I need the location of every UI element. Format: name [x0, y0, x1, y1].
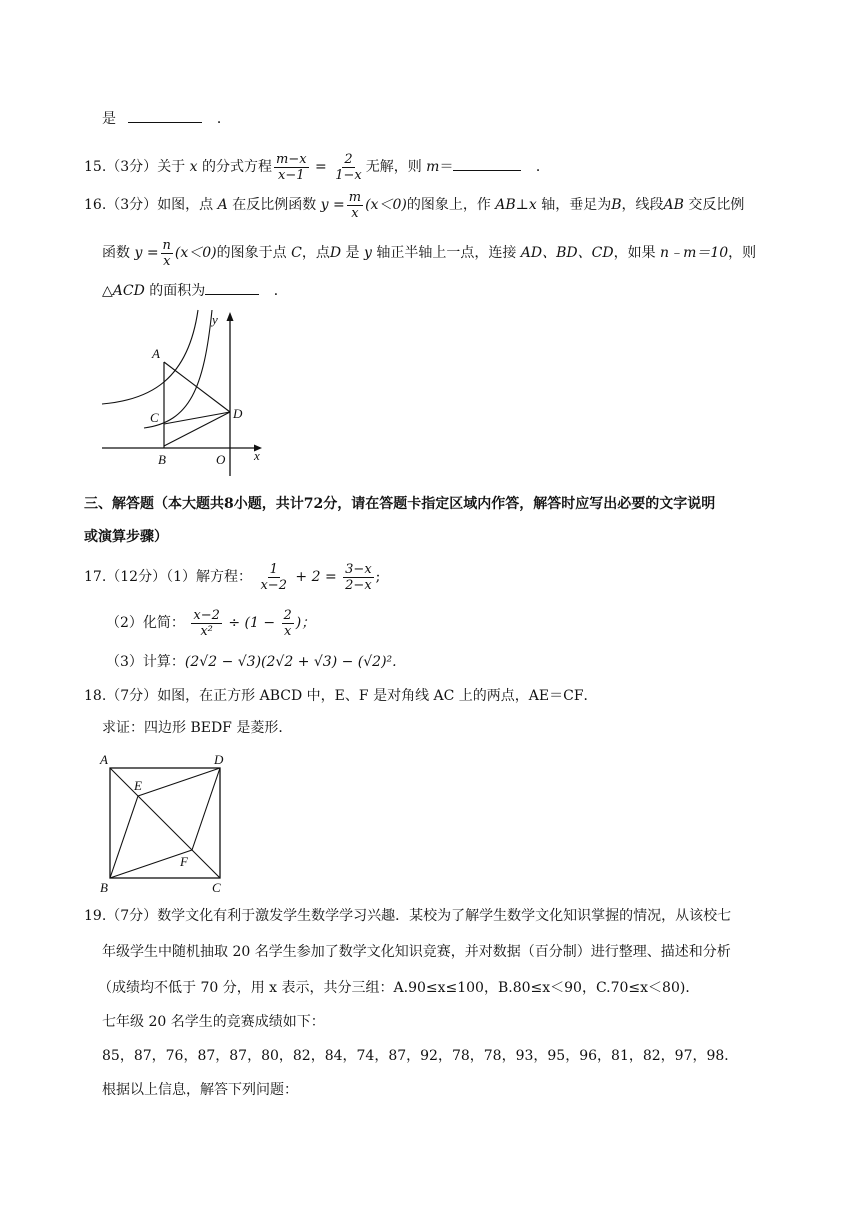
- q17-p1-frac1: [258, 562, 289, 593]
- y-axis-arrow: [227, 312, 234, 321]
- section-3-heading-cont: 或演算步骤）: [84, 529, 168, 545]
- q19-points: （7分）: [106, 908, 158, 924]
- q15-frac1-num: m−x: [276, 151, 307, 167]
- question-18-line-1: [84, 686, 598, 706]
- q17-p1-f2-num: 3−x: [345, 561, 372, 577]
- q15-eq: =: [315, 159, 327, 175]
- label-B: B: [100, 880, 108, 895]
- q15-frac1-den: x−1: [278, 167, 305, 183]
- figure-18: [98, 750, 230, 896]
- q17-p3-expr: (2√2 − √3)(2√2 + √3) − (√2)².: [184, 654, 397, 670]
- q16-l2i: AD、BD、CD: [520, 245, 614, 261]
- label-D: D: [233, 406, 243, 421]
- q16-func2: y =: [134, 245, 159, 261]
- segment-AD: [164, 362, 230, 412]
- q16-A: A: [217, 197, 228, 213]
- q19-number: 19.: [84, 908, 107, 924]
- q16-l1e: 轴，垂足为: [541, 197, 612, 213]
- q16-func1: y =: [320, 197, 345, 213]
- q15-var: x: [189, 159, 198, 175]
- q16-l2b: 的图象于点: [216, 245, 287, 261]
- q17-p1-label: （1）解方程：: [166, 569, 253, 585]
- q16-l2k: n﹣m＝10: [660, 245, 729, 261]
- question-17-part-2: [106, 606, 315, 640]
- q15-fraction-1: [274, 152, 309, 183]
- q19-line1: 数学文化有利于激发学生数学学习兴趣．某校为了解学生数学文化知识掌握的情况，从该校七: [157, 908, 732, 924]
- q16-l1c: 的图象上，作: [406, 197, 491, 213]
- q17-p1-end: ;: [375, 569, 381, 585]
- q18-line1: 如图，在正方形 ABCD 中，E、F 是对角线 AC 上的两点，AE＝CF．: [157, 688, 598, 704]
- q16-l2a: 函数: [102, 245, 130, 261]
- segment-FD: [192, 768, 220, 850]
- curve-n-over-x: [102, 310, 198, 404]
- q17-p2-frac2: [282, 608, 294, 639]
- q15-number: 15.: [84, 159, 107, 175]
- q16-l2j: ，如果: [613, 245, 656, 261]
- question-16-line-3: [102, 280, 288, 301]
- question-19-line-6: 根据以上信息，解答下列问题：: [102, 1082, 298, 1098]
- q16-frac-n-num: n: [162, 237, 171, 253]
- q16-l2g: y: [363, 245, 372, 261]
- q16-l1f: B: [611, 197, 622, 213]
- q15-text2: 的分式方程: [202, 159, 272, 175]
- q17-p2-f1-den: x²: [200, 623, 213, 639]
- label-B: B: [158, 452, 166, 467]
- segment-EB: [110, 796, 138, 878]
- q16-number: 16.: [84, 197, 107, 213]
- question-19-line-3: （成绩均不低于 70 分，用 x 表示，共分三组：A.90≤x≤100，B.80≤x＜90，C.70≤x＜80)．: [98, 980, 700, 996]
- question-19-line-1: [84, 906, 731, 926]
- q17-p1-f2-den: 2−x: [345, 577, 372, 593]
- q15-answer-blank[interactable]: [453, 156, 521, 171]
- q17-p1-plus: + 2 =: [295, 569, 337, 585]
- q17-p1-f1-den: x−2: [260, 577, 287, 593]
- q14-answer-blank[interactable]: [128, 108, 202, 123]
- q17-p2-f1-num: x−2: [193, 607, 220, 623]
- q16-l1i: 交反比例: [688, 197, 745, 213]
- question-17-part-1: [84, 560, 380, 594]
- label-D: D: [214, 752, 224, 767]
- label-C: C: [150, 410, 159, 425]
- label-E: E: [134, 778, 142, 793]
- q17-p2-end: )；: [295, 615, 316, 631]
- label-O: O: [216, 452, 226, 467]
- label-C: C: [212, 880, 221, 895]
- q15-text4: ＝: [439, 159, 454, 175]
- q15-text1: 关于: [157, 159, 186, 175]
- q16-cond2: (x＜0): [174, 245, 217, 261]
- question-19-line-4: 七年级 20 名学生的竞赛成绩如下：: [102, 1014, 325, 1030]
- q16-l3c: ．: [273, 283, 288, 299]
- q16-l3a: △ACD: [102, 283, 145, 299]
- q15-points: （3分）: [106, 159, 158, 175]
- q16-l1b: 在反比例函数: [232, 197, 317, 213]
- question-19-scores: 85，87，76，87，87，80，82，84，74，87，92，78，78，93，95，96，81，82，97，98．: [102, 1048, 739, 1064]
- q17-number: 17.: [84, 569, 107, 585]
- q16-l1g: ，线段: [621, 197, 664, 213]
- q15-suffix: ．: [535, 159, 550, 175]
- q14-tail: [102, 108, 231, 129]
- q16-l1a: 如图，点: [157, 197, 214, 213]
- q15-m-var: m: [426, 159, 440, 175]
- q18-number: 18.: [84, 688, 107, 704]
- q16-l2d: ，点: [301, 245, 330, 261]
- q15-frac2-den: 1−x: [335, 167, 362, 183]
- q16-l2l: ，则: [728, 245, 757, 261]
- question-15: [84, 150, 550, 184]
- label-A: A: [100, 752, 108, 767]
- q17-p2-label: （2）化简：: [106, 615, 185, 631]
- q16-answer-blank[interactable]: [205, 280, 259, 295]
- label-y: y: [212, 312, 218, 327]
- label-A: A: [152, 346, 160, 361]
- question-17-part-3: [106, 652, 397, 672]
- q16-l1d: AB⊥x: [495, 197, 537, 213]
- q16-points: （3分）: [106, 197, 158, 213]
- q16-l3b: 的面积为: [149, 283, 206, 299]
- label-x: x: [254, 448, 260, 463]
- q16-l2e: D: [329, 245, 342, 261]
- q14-suffix: ．: [216, 111, 231, 127]
- q15-text3: 无解，则: [365, 159, 422, 175]
- q16-l2c: C: [291, 245, 302, 261]
- q17-p2-f2-num: 2: [283, 607, 292, 623]
- q17-p2-div: ÷ (1 −: [228, 615, 276, 631]
- q17-p3-label: （3）计算：: [106, 654, 185, 670]
- q14-prefix: 是: [102, 111, 116, 127]
- diagonal-AC: [110, 768, 220, 878]
- figure-16: [100, 308, 270, 480]
- q16-cond: (x＜0): [365, 197, 407, 213]
- q16-frac-m-den: x: [351, 205, 359, 221]
- question-18-line-2: 求证：四边形 BEDF 是菱形．: [102, 720, 293, 736]
- q16-l1h: AB: [663, 197, 684, 213]
- label-F: F: [180, 854, 188, 869]
- question-19-line-2: 年级学生中随机抽取 20 名学生参加了数学文化知识竞赛，并对数据（百分制）进行整理、描述和分析: [102, 944, 731, 960]
- q16-frac-m-num: m: [348, 189, 362, 205]
- q16-frac-m: [347, 190, 363, 221]
- q16-l2f: 是: [345, 245, 360, 261]
- section-3-heading: 三、解答题（本大题共8小题，共计72分，请在答题卡指定区域内作答，解答时应写出必要的文字说明: [84, 496, 716, 512]
- segment-ED: [138, 768, 220, 796]
- q16-l2h: 轴正半轴上一点，连接: [376, 245, 517, 261]
- question-16-line-1: [84, 188, 744, 222]
- q15-frac2-num: 2: [344, 151, 353, 167]
- q17-p2-f2-den: x: [283, 623, 292, 639]
- q16-frac-n-den: x: [163, 253, 171, 269]
- q17-points: （12分）: [106, 569, 167, 585]
- q18-points: （7分）: [106, 688, 158, 704]
- q15-fraction-2: [333, 152, 364, 183]
- q17-p1-f1-num: 1: [269, 561, 278, 577]
- q16-frac-n: [161, 238, 173, 269]
- segment-CD: [164, 412, 230, 424]
- question-16-line-2: [102, 236, 756, 270]
- q17-p1-frac2: [343, 562, 374, 593]
- q17-p2-frac1: [191, 608, 222, 639]
